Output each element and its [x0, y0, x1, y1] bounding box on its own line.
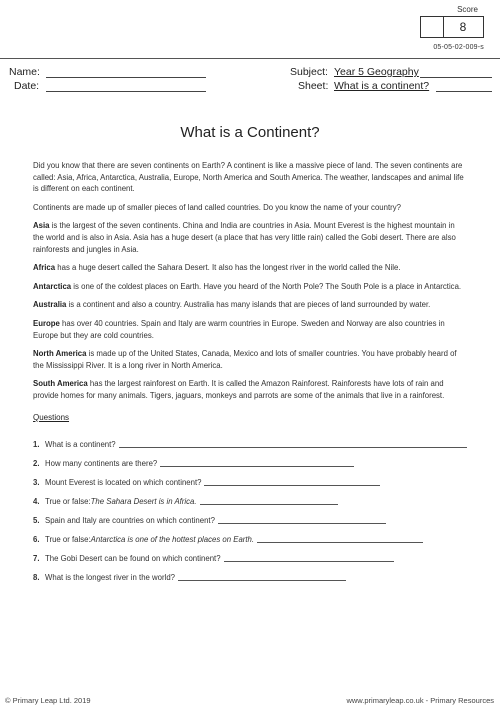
question-text: How many continents are there? — [45, 458, 158, 468]
copyright: © Primary Leap Ltd. 2019 — [5, 696, 91, 705]
question-text: The Gobi Desert can be found on which continent? — [45, 553, 221, 563]
question-row — [33, 526, 467, 545]
name-field[interactable] — [46, 77, 206, 78]
score-label: Score — [457, 5, 478, 14]
continent-paragraph-europe — [33, 318, 467, 341]
question-text: Mount Everest is located on which continent? — [45, 477, 202, 487]
name-label: Name: — [9, 66, 40, 78]
date-label: Date: — [14, 80, 40, 92]
page-title: What is a Continent? — [180, 124, 320, 141]
answer-line[interactable] — [257, 542, 423, 543]
question-number: 5. — [33, 515, 40, 525]
intro-paragraph: Continents are made up of smaller pieces of land called countries. Do you know the name of your country? — [33, 202, 401, 212]
website-credit: www.primaryleap.co.uk - Primary Resources — [346, 696, 494, 705]
sheet-line — [436, 91, 492, 92]
question-number: 6. — [33, 534, 40, 544]
sheet-label: Sheet: — [298, 80, 329, 92]
continent-name: Africa — [33, 263, 56, 273]
date-field[interactable] — [46, 91, 206, 92]
question-number: 1. — [33, 439, 40, 449]
continent-paragraph-asia — [33, 220, 467, 255]
continent-paragraph-africa — [33, 262, 467, 274]
question-text: True or false: — [45, 496, 91, 506]
question-statement: The Sahara Desert is in Africa. — [90, 496, 197, 506]
question-text: Spain and Italy are countries on which continent? — [45, 515, 215, 525]
subject-line — [420, 77, 492, 78]
question-row — [33, 507, 467, 526]
continent-name: Australia — [33, 300, 67, 310]
questions-heading: Questions — [33, 412, 70, 422]
question-number: 4. — [33, 496, 40, 506]
answer-line[interactable] — [204, 485, 380, 486]
answer-line[interactable] — [160, 466, 354, 467]
worksheet-code: 05-05-02-009-s — [433, 44, 484, 51]
continent-name: South America — [33, 379, 88, 389]
question-text: What is a continent? — [45, 439, 116, 449]
header-divider — [0, 58, 500, 59]
question-row — [33, 488, 467, 507]
continent-paragraph-north-america — [33, 348, 467, 371]
question-text: True or false: — [45, 534, 91, 544]
question-text: What is the longest river in the world? — [45, 572, 176, 582]
continent-paragraph-south-america — [33, 378, 467, 401]
continent-text: is the largest of the seven continents. China and India are countries in Asia. Mount Everest is the highest mountain in the world and is also in Asia. Asia has a huge desert (a place that has very little rain) called the Gobi desert. There are also rainforests and jungles in Asia. — [33, 221, 456, 254]
continent-paragraph-australia — [33, 299, 467, 311]
continent-name: Europe — [33, 318, 60, 328]
answer-line[interactable] — [200, 504, 338, 505]
continent-name: North America — [33, 349, 87, 359]
continent-name: Asia — [33, 221, 50, 231]
continent-text: has a huge desert called the Sahara Desert. It also has the longest river in the world called the Nile. — [55, 263, 401, 273]
continent-name: Antarctica — [33, 281, 72, 291]
continent-text: is made up of the United States, Canada, Mexico and lots of smaller countries. You have probably heard of the Mississippi River. It is a long river in North America. — [33, 349, 457, 370]
question-row — [33, 564, 467, 583]
question-statement: Antarctica is one of the hottest places on Earth. — [90, 534, 255, 544]
score-box — [420, 16, 484, 38]
continent-text: has over 40 countries. Spain and Italy are warm countries in Europe. Sweden and Norway are also countries in Europe but they are cold countries. — [33, 318, 445, 340]
answer-line[interactable] — [178, 580, 346, 581]
score-value: 8 — [459, 20, 467, 34]
continent-text: has the largest rainforest on Earth. It is called the Amazon Rainforest. Rainforests have lots of rain and provide homes for many animals. Tigers, jaguars, monkeys and parrots are some of the animals that live in a rainforest. — [33, 379, 445, 400]
question-row — [33, 450, 467, 469]
sheet-value: What is a continent? — [334, 80, 430, 92]
question-row — [33, 431, 467, 450]
question-row — [33, 545, 467, 564]
answer-line[interactable] — [119, 447, 467, 448]
answer-line[interactable] — [218, 523, 386, 524]
answer-line[interactable] — [224, 561, 394, 562]
question-number: 2. — [33, 458, 40, 468]
question-row — [33, 469, 467, 488]
continent-text: is a continent and also a country. Australia has many islands that are pieces of land surrounded by water. — [66, 300, 431, 310]
question-number: 8. — [33, 572, 40, 582]
question-number: 3. — [33, 477, 40, 487]
question-number: 7. — [33, 553, 40, 563]
subject-label: Subject: — [290, 66, 328, 78]
intro-paragraph: Did you know that there are seven continents on Earth? A continent is like a massive piece of land. The seven continents are called: Asia, Africa, Antarctica, Australia, Europe, North America and South America. The weather, landscapes and animal life is different on each continent. — [33, 161, 464, 194]
subject-value: Year 5 Geography — [334, 66, 419, 78]
continent-text: is one of the coldest places on Earth. Have you heard of the North Pole? The South Pole is a place in Antarctica. — [71, 281, 462, 291]
worksheet-content — [33, 160, 467, 583]
continent-paragraph-antarctica — [33, 281, 467, 293]
